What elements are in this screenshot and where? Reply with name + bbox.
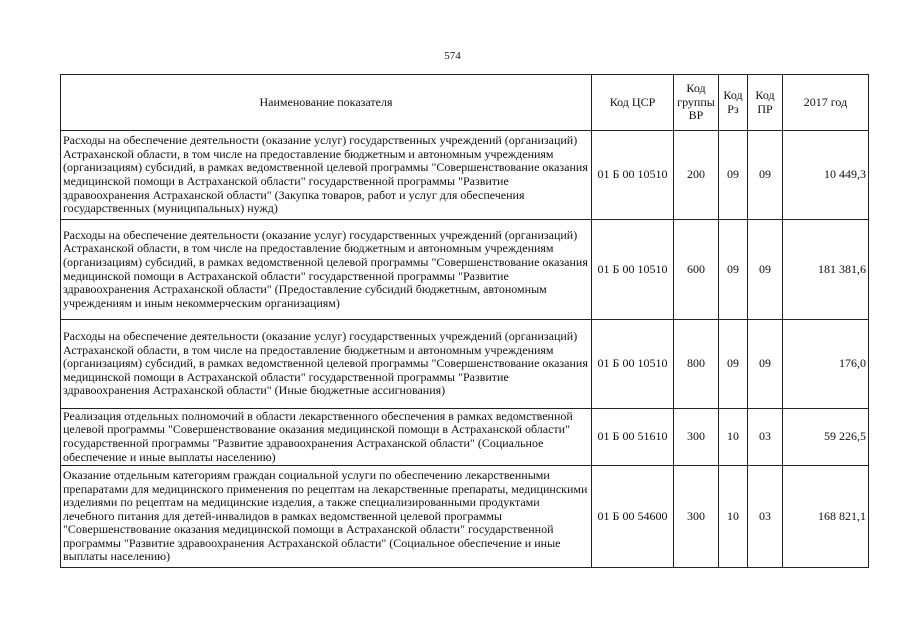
header-vr: Код группы ВР — [674, 75, 719, 131]
row-pr: 09 — [748, 220, 783, 320]
row-name: Расходы на обеспечение деятельности (оказание услуг) государственных учреждений (организаций) Астраханской области, в том числе на предоставление бюджетным и автономным учреждениям (организациям) субсидий, в рамках ведомственной целевой программы "Совершенствование оказания медицинской помощи в Астраханской области" государственной программы "Развитие здравоохранения Астраханской области" (Предоставление субсидий бюджетным, автономным учреждениям и иным некоммерческим организациям) — [61, 220, 592, 320]
header-pr: Код ПР — [748, 75, 783, 131]
row-csr: 01 Б 00 51610 — [592, 409, 674, 466]
row-amount: 59 226,5 — [783, 409, 869, 466]
row-pr: 09 — [748, 131, 783, 220]
row-vr: 200 — [674, 131, 719, 220]
header-rz: Код Рз — [719, 75, 748, 131]
table-row — [61, 220, 869, 320]
header-name: Наименование показателя — [61, 75, 592, 131]
row-amount: 168 821,1 — [783, 466, 869, 568]
table-row — [61, 320, 869, 409]
header-year: 2017 год — [783, 75, 869, 131]
row-name: Оказание отдельным категориям граждан социальной услуги по обеспечению лекарственными препаратами для медицинского применения по рецептам на лекарственные препараты, медицинскими изделиями по рецептам на медицинские изделия, а также специализированными продуктами лечебного питания для детей-инвалидов в рамках ведомственной целевой программы "Совершенствование оказания медицинской помощи в Астраханской области" государственной программы "Развитие здравоохранения Астраханской области" (Социальное обеспечение и иные выплаты населению) — [61, 466, 592, 568]
row-name: Расходы на обеспечение деятельности (оказание услуг) государственных учреждений (организаций) Астраханской области, в том числе на предоставление бюджетным и автономным учреждениям (организациям) субсидий, в рамках ведомственной целевой программы "Совершенствование оказания медицинской помощи в Астраханской области" государственной программы "Развитие здравоохранения Астраханской области" (Иные бюджетные ассигнования) — [61, 320, 592, 409]
row-csr: 01 Б 00 54600 — [592, 466, 674, 568]
row-vr: 300 — [674, 466, 719, 568]
row-name: Реализация отдельных полномочий в области лекарственного обеспечения в рамках ведомственной целевой программы "Совершенствование оказания медицинской помощи в Астраханской области" государственной программы "Развитие здравоохранения Астраханской области" (Социальное обеспечение и иные выплаты населению) — [61, 409, 592, 466]
row-vr: 800 — [674, 320, 719, 409]
row-rz: 10 — [719, 466, 748, 568]
row-rz: 10 — [719, 409, 748, 466]
table-row — [61, 409, 869, 466]
row-pr: 03 — [748, 409, 783, 466]
row-pr: 03 — [748, 466, 783, 568]
row-vr: 300 — [674, 409, 719, 466]
row-pr: 09 — [748, 320, 783, 409]
row-vr: 600 — [674, 220, 719, 320]
row-rz: 09 — [719, 320, 748, 409]
row-csr: 01 Б 00 10510 — [592, 220, 674, 320]
table-row — [61, 131, 869, 220]
row-rz: 09 — [719, 220, 748, 320]
row-csr: 01 Б 00 10510 — [592, 320, 674, 409]
row-name: Расходы на обеспечение деятельности (оказание услуг) государственных учреждений (организаций) Астраханской области, в том числе на предоставление бюджетным и автономным учреждениям (организациям) субсидий, в рамках ведомственной целевой программы "Совершенствование оказания медицинской помощи в Астраханской области" государственной программы "Развитие здравоохранения Астраханской области" (Закупка товаров, работ и услуг для обеспечения государственных (муниципальных) нужд) — [61, 131, 592, 220]
page-number: 574 — [444, 50, 461, 62]
row-rz: 09 — [719, 131, 748, 220]
row-amount: 10 449,3 — [783, 131, 869, 220]
row-amount: 176,0 — [783, 320, 869, 409]
table-header-row — [61, 75, 869, 131]
table-row — [61, 466, 869, 568]
row-amount: 181 381,6 — [783, 220, 869, 320]
row-csr: 01 Б 00 10510 — [592, 131, 674, 220]
header-csr: Код ЦСР — [592, 75, 674, 131]
budget-table — [60, 74, 869, 568]
